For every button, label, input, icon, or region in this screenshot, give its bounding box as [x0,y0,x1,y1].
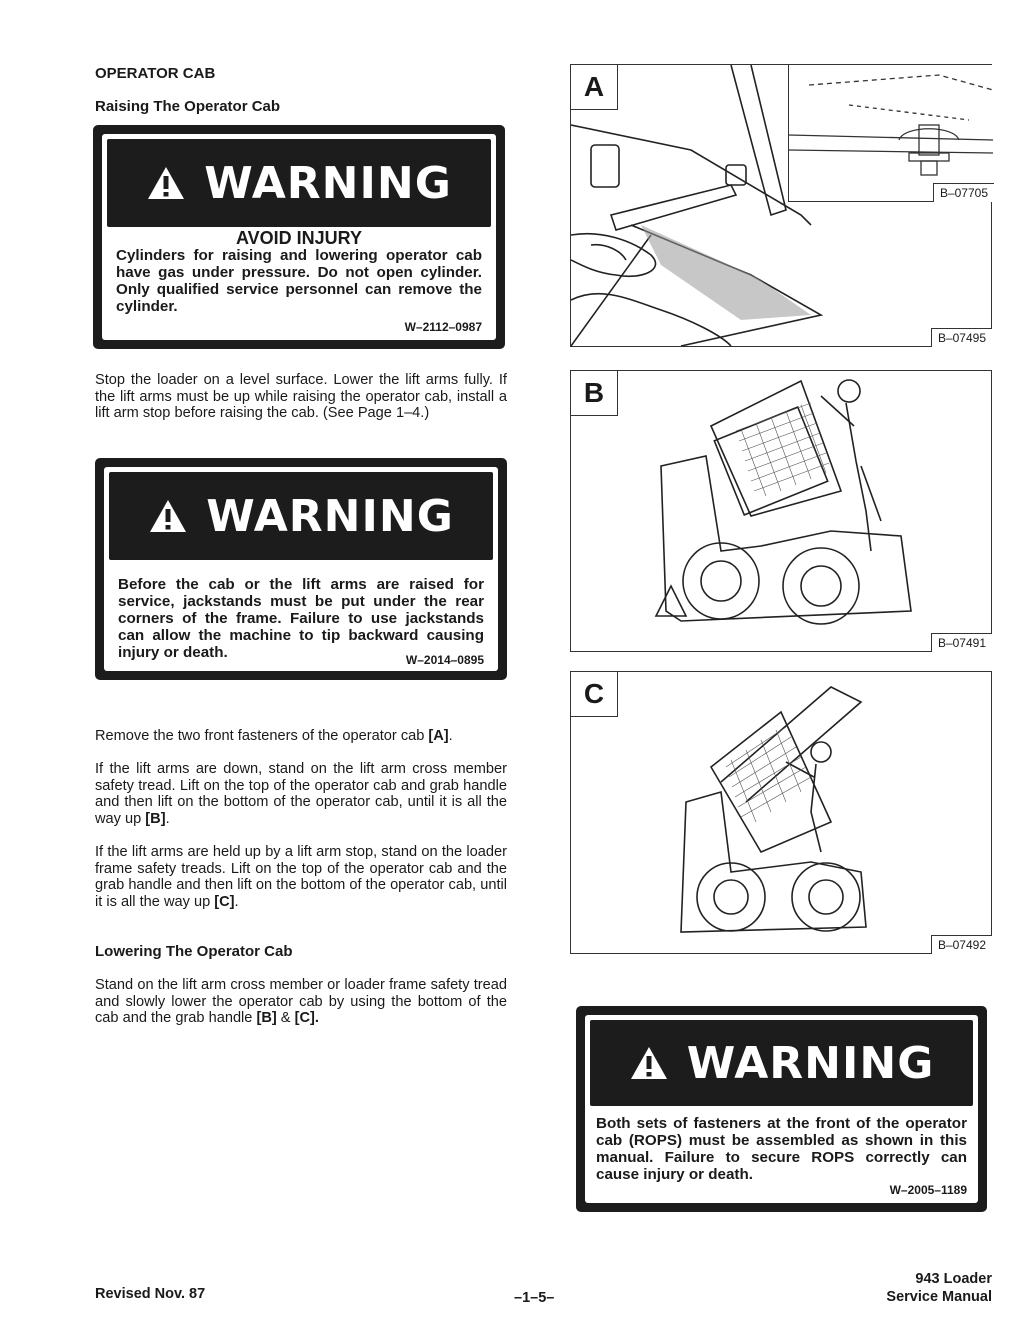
warning-banner [107,139,491,227]
bolt-detail-illustration [789,65,993,201]
warning-code: W–2014–0895 [405,653,484,667]
warning-text [116,230,482,315]
warning-label-2 [95,458,507,680]
footer-revision: Revised Nov. 87 [95,1286,206,1302]
warning-body: Cylinders for raising and lowering operator cab have gas under pressure. Do not open cylinder. Only qualified service personnel can remove the cylinder. [116,247,482,315]
paragraph-stop-loader: Stop the loader on a level surface. Lower the lift arms fully. If the lift arms must be up while raising the operator cab, install a lift arm stop before raising the cab. (See Page 1–4.) [95,372,507,422]
warning-triangle-icon [629,1045,669,1081]
figure-letter: A [570,64,618,110]
subheading-lowering: Lowering The Operator Cab [95,943,293,960]
figure-code: B–07491 [931,633,992,652]
paragraph-lift-arms-up: If the lift arms are held up by a lift arm stop, stand on the loader frame safety treads. Lift on the top of the operator cab and the grab handle and then lift on the bottom of the operator cab, until it is all the way up [C]. [95,844,507,910]
figure-b [570,370,992,652]
warning-label-1 [93,125,505,349]
warning-title: AVOID INJURY [235,228,363,248]
figure-code: B–07495 [931,328,992,347]
warning-triangle-icon [146,165,186,201]
warning-banner [109,472,493,560]
paragraph-lift-arms-down: If the lift arms are down, stand on the lift arm cross member safety tread. Lift on the top of the operator cab and grab handle and then lift on the bottom of the operator cab, until it is all the way up [B]. [95,761,507,827]
paragraph-remove-fasteners: Remove the two front fasteners of the operator cab [A]. [95,728,453,744]
warning-code: W–2112–0987 [404,320,482,334]
footer-manual-title: 943 Loader Service Manual [886,1271,992,1305]
cab-raised-illustration [571,371,991,651]
figure-code: B–07705 [933,183,994,202]
warning-word: WARNING [206,490,454,542]
figure-letter: B [570,370,618,416]
warning-banner [590,1020,973,1106]
warning-word: WARNING [686,1037,935,1089]
figure-code: B–07492 [931,935,992,954]
warning-code: W–2005–1189 [889,1183,967,1197]
section-heading: OPERATOR CAB [95,65,216,82]
warning-body: Both sets of fasteners at the front of the operator cab (ROPS) must be assembled as shown in this manual. Failure to secure ROPS correctly can cause injury or death. [596,1115,967,1183]
page-number: –1–5– [514,1290,555,1306]
warning-label-3 [576,1006,987,1212]
cab-raised-lift-arms-up-illustration [571,672,991,953]
warning-word: WARNING [204,157,452,209]
figure-a [570,64,992,347]
figure-a-inset [788,65,993,202]
subheading-raising: Raising The Operator Cab [95,98,281,115]
figure-letter: C [570,671,618,717]
warning-triangle-icon [148,498,188,534]
warning-body: Before the cab or the lift arms are raised for service, jackstands must be put under the rear corners of the frame. Failure to use jackstands can allow the machine to tip backward causing injury or death. [118,576,484,661]
paragraph-lowering: Stand on the lift arm cross member or loader frame safety tread and slowly lower the operator cab by using the bottom of the cab and the grab handle [B] & [C]. [95,977,507,1027]
figure-c [570,671,992,954]
